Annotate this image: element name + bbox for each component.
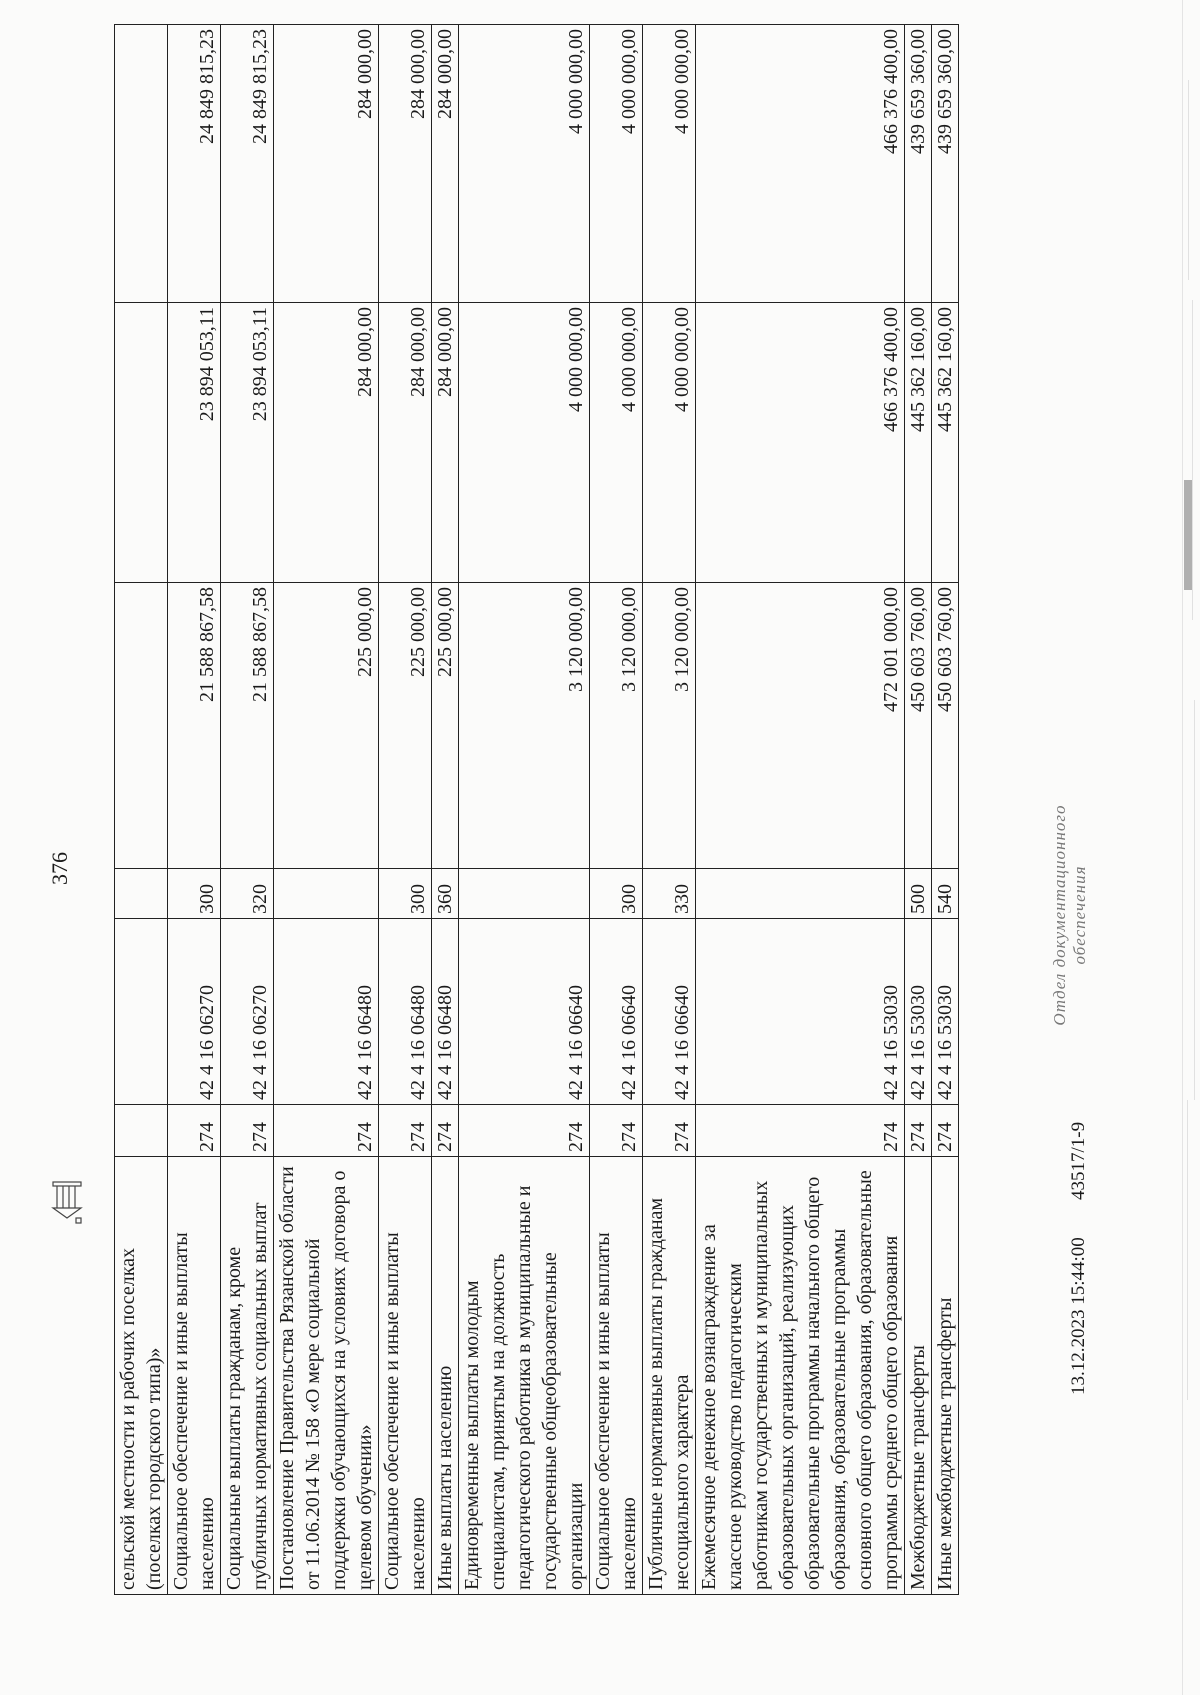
row-name-cell: Межбюджетные трансферты bbox=[905, 1157, 932, 1595]
sum-2025-cell: 284 000,00 bbox=[432, 303, 459, 583]
ved-code-cell: 274 bbox=[932, 1105, 959, 1157]
target-article-cell: 42 4 16 53030 bbox=[905, 919, 932, 1105]
expense-type-cell: 330 bbox=[643, 869, 696, 919]
ved-code-cell: 274 bbox=[432, 1105, 459, 1157]
expense-type-cell bbox=[696, 869, 905, 919]
table-row bbox=[115, 25, 168, 1595]
ved-code-cell: 274 bbox=[379, 1105, 432, 1157]
row-name-cell: Социальное обеспечение и иные выплаты населению bbox=[168, 1157, 221, 1595]
target-article-cell bbox=[115, 919, 168, 1105]
table-row bbox=[905, 25, 932, 1595]
sum-2026-cell: 4 000 000,00 bbox=[643, 25, 696, 303]
sum-2025-cell: 4 000 000,00 bbox=[590, 303, 643, 583]
sum-2026-cell: 284 000,00 bbox=[432, 25, 459, 303]
target-article-cell: 42 4 16 06640 bbox=[590, 919, 643, 1105]
scan-edge-noise bbox=[1178, 0, 1200, 1695]
sum-2024-cell: 225 000,00 bbox=[274, 583, 379, 869]
sum-2024-cell: 3 120 000,00 bbox=[459, 583, 590, 869]
sum-2026-cell: 466 376 400,00 bbox=[696, 25, 905, 303]
target-article-cell: 42 4 16 53030 bbox=[696, 919, 905, 1105]
sum-2026-cell: 24 849 815,23 bbox=[168, 25, 221, 303]
row-name-cell: Иные межбюджетные трансферты bbox=[932, 1157, 959, 1595]
footer-doc-id: 43517/1-9 bbox=[1068, 1121, 1089, 1200]
row-name-cell: Ежемесячное денежное вознаграждение за классное руководство педагогическим работникам государственных и муниципальных образовательных организаций, реализующих образовательные программы начального общего образования, образовательные программы основного общего образования, образовательные программы среднего общего образования bbox=[696, 1157, 905, 1595]
row-name-cell: Постановление Правительства Рязанской области от 11.06.2014 № 158 «О мере социальной поддержки обучающихся на условиях договора о целевом обучении» bbox=[274, 1157, 379, 1595]
target-article-cell: 42 4 16 06270 bbox=[221, 919, 274, 1105]
sum-2024-cell: 21 588 867,58 bbox=[221, 583, 274, 869]
expense-type-cell bbox=[115, 869, 168, 919]
row-name-cell: сельской местности и рабочих поселках (поселках городского типа)» bbox=[115, 1157, 168, 1595]
ved-code-cell: 274 bbox=[168, 1105, 221, 1157]
government-building-logo-icon bbox=[50, 1178, 84, 1226]
table-row bbox=[379, 25, 432, 1595]
sum-2025-cell: 445 362 160,00 bbox=[932, 303, 959, 583]
sum-2024-cell: 450 603 760,00 bbox=[905, 583, 932, 869]
ved-code-cell: 274 bbox=[221, 1105, 274, 1157]
sum-2026-cell: 284 000,00 bbox=[379, 25, 432, 303]
sum-2026-cell: 284 000,00 bbox=[274, 25, 379, 303]
table-row bbox=[643, 25, 696, 1595]
sum-2024-cell: 450 603 760,00 bbox=[932, 583, 959, 869]
budget-table bbox=[114, 24, 959, 1595]
row-name-cell: Публичные нормативные выплаты гражданам несоциального характера bbox=[643, 1157, 696, 1595]
sum-2026-cell: 24 849 815,23 bbox=[221, 25, 274, 303]
expense-type-cell: 300 bbox=[168, 869, 221, 919]
expense-type-cell bbox=[274, 869, 379, 919]
row-name-cell: Единовременные выплаты молодым специалистам, принятым на должность педагогического работника в муниципальные и государственные общеобразовательные организации bbox=[459, 1157, 590, 1595]
expense-type-cell: 300 bbox=[590, 869, 643, 919]
row-name-cell: Иные выплаты населению bbox=[432, 1157, 459, 1595]
target-article-cell: 42 4 16 06480 bbox=[432, 919, 459, 1105]
table-row bbox=[932, 25, 959, 1595]
ved-code-cell: 274 bbox=[696, 1105, 905, 1157]
table-row bbox=[590, 25, 643, 1595]
footer-datetime: 13.12.2023 15:44:00 bbox=[1068, 1237, 1089, 1395]
sum-2025-cell: 23 894 053,11 bbox=[168, 303, 221, 583]
ved-code-cell bbox=[115, 1105, 168, 1157]
stamp-line-1: Отдел документационного bbox=[1050, 804, 1069, 1026]
expense-type-cell: 540 bbox=[932, 869, 959, 919]
sum-2024-cell bbox=[115, 583, 168, 869]
sum-2024-cell: 472 001 000,00 bbox=[696, 583, 905, 869]
sum-2025-cell: 4 000 000,00 bbox=[643, 303, 696, 583]
sum-2025-cell: 284 000,00 bbox=[274, 303, 379, 583]
sum-2024-cell: 3 120 000,00 bbox=[643, 583, 696, 869]
row-name-cell: Социальные выплаты гражданам, кроме публичных нормативных социальных выплат bbox=[221, 1157, 274, 1595]
expense-type-cell: 320 bbox=[221, 869, 274, 919]
sum-2025-cell: 445 362 160,00 bbox=[905, 303, 932, 583]
page-number: 376 bbox=[47, 852, 72, 885]
table-row bbox=[168, 25, 221, 1595]
table-row bbox=[696, 25, 905, 1595]
ved-code-cell: 274 bbox=[459, 1105, 590, 1157]
stamp-line-2: обеспечения bbox=[1070, 865, 1089, 965]
expense-type-cell: 500 bbox=[905, 869, 932, 919]
table-row bbox=[274, 25, 379, 1595]
ved-code-cell: 274 bbox=[905, 1105, 932, 1157]
sum-2024-cell: 3 120 000,00 bbox=[590, 583, 643, 869]
sum-2025-cell: 284 000,00 bbox=[379, 303, 432, 583]
target-article-cell: 42 4 16 06640 bbox=[459, 919, 590, 1105]
target-article-cell: 42 4 16 06480 bbox=[274, 919, 379, 1105]
target-article-cell: 42 4 16 06270 bbox=[168, 919, 221, 1105]
row-name-cell: Социальное обеспечение и иные выплаты населению bbox=[379, 1157, 432, 1595]
sum-2026-cell: 439 659 360,00 bbox=[932, 25, 959, 303]
expense-type-cell bbox=[459, 869, 590, 919]
target-article-cell: 42 4 16 53030 bbox=[932, 919, 959, 1105]
table-row bbox=[459, 25, 590, 1595]
sum-2025-cell bbox=[115, 303, 168, 583]
sum-2026-cell: 4 000 000,00 bbox=[459, 25, 590, 303]
ved-code-cell: 274 bbox=[643, 1105, 696, 1157]
sum-2024-cell: 225 000,00 bbox=[432, 583, 459, 869]
table-row bbox=[432, 25, 459, 1595]
sum-2025-cell: 466 376 400,00 bbox=[696, 303, 905, 583]
target-article-cell: 42 4 16 06480 bbox=[379, 919, 432, 1105]
target-article-cell: 42 4 16 06640 bbox=[643, 919, 696, 1105]
table-row bbox=[221, 25, 274, 1595]
sum-2026-cell bbox=[115, 25, 168, 303]
expense-type-cell: 300 bbox=[379, 869, 432, 919]
ved-code-cell: 274 bbox=[590, 1105, 643, 1157]
row-name-cell: Социальное обеспечение и иные выплаты населению bbox=[590, 1157, 643, 1595]
sum-2025-cell: 4 000 000,00 bbox=[459, 303, 590, 583]
sum-2026-cell: 4 000 000,00 bbox=[590, 25, 643, 303]
sum-2025-cell: 23 894 053,11 bbox=[221, 303, 274, 583]
expense-type-cell: 360 bbox=[432, 869, 459, 919]
ved-code-cell: 274 bbox=[274, 1105, 379, 1157]
department-stamp bbox=[1050, 775, 1090, 1055]
sum-2026-cell: 439 659 360,00 bbox=[905, 25, 932, 303]
sum-2024-cell: 225 000,00 bbox=[379, 583, 432, 869]
sum-2024-cell: 21 588 867,58 bbox=[168, 583, 221, 869]
